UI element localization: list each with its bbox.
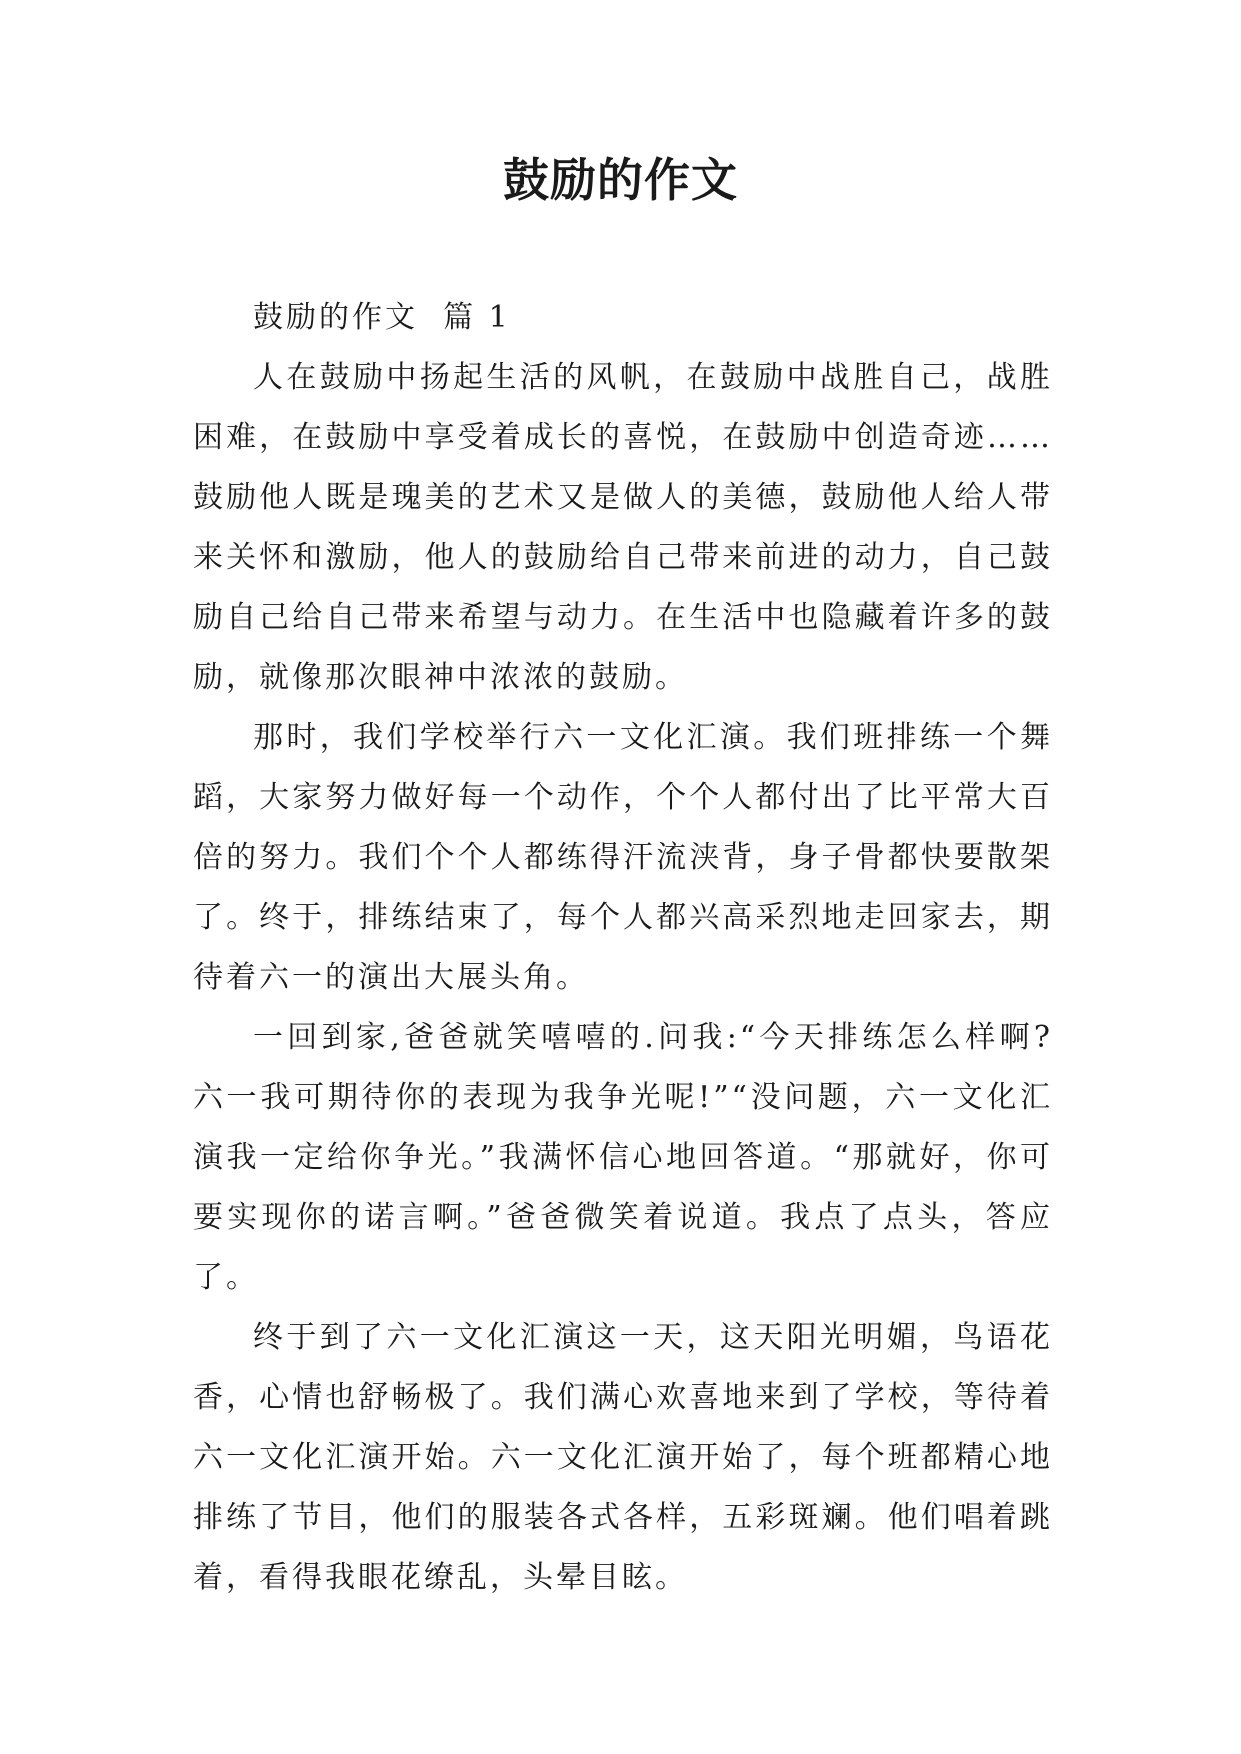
paragraph-4: 终于到了六一文化汇演这一天，这天阳光明媚，鸟语花香，心情也舒畅极了。我们满心欢喜地来到了学校，等待着六一文化汇演开始。六一文化汇演开始了，每个班都精心地排练了节目，他们的服装各式各样，五彩斑斓。他们唱着跳着，看得我眼花缭乱，头晕目眩。 [193,1320,1053,1595]
paragraph-1: 人在鼓励中扬起生活的风帆，在鼓励中战胜自己，战胜困难，在鼓励中享受着成长的喜悦，在鼓励中创造奇迹……鼓励他人既是瑰美的艺术又是做人的美德，鼓励他人给人带来关怀和激励，他人的鼓励给自己带来前进的动力，自己鼓励自己给自己带来希望与动力。在生活中也隐藏着许多的鼓励，就像那次眼神中浓浓的鼓励。 [193,360,1053,695]
section-heading: 鼓励的作文 篇 1 [253,300,511,335]
paragraph-2: 那时，我们学校举行六一文化汇演。我们班排练一个舞蹈，大家努力做好每一个动作，个个人都付出了比平常大百倍的努力。我们个个人都练得汗流浃背，身子骨都快要散架了。终于，排练结束了，每个人都兴高采烈地走回家去，期待着六一的演出大展头角。 [193,720,1053,995]
document-body [193,288,1053,1608]
paragraph-3: 一回到家,爸爸就笑嘻嘻的.问我:“今天排练怎么样啊?六一我可期待你的表现为我争光呢!”“没问题，六一文化汇演我一定给你争光。”我满怀信心地回答道。“那就好，你可要实现你的诺言啊。”爸爸微笑着说道。我点了点头，答应了。 [193,1020,1053,1295]
document-title: 鼓励的作文 [503,153,738,207]
